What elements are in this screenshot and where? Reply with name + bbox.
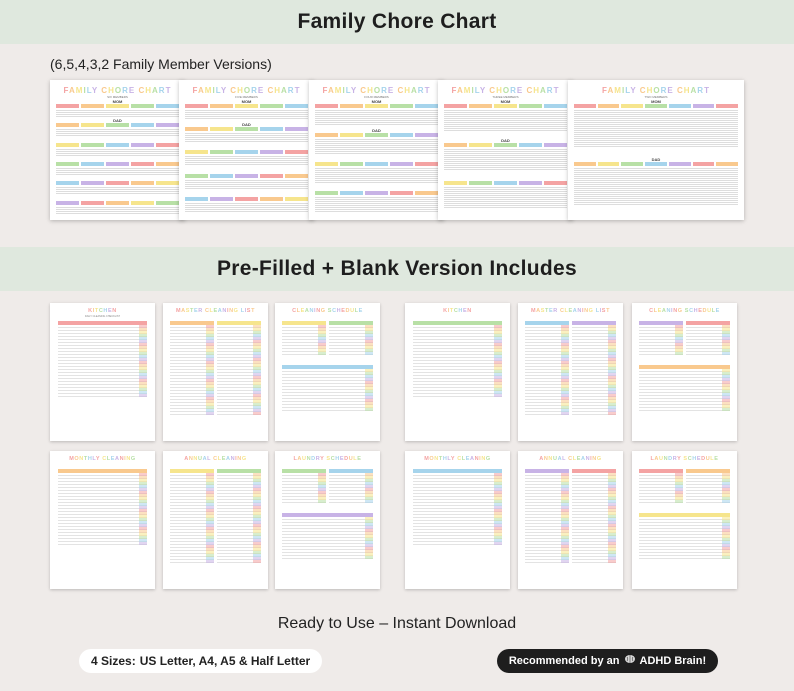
day-header xyxy=(621,104,643,108)
chore-row xyxy=(185,210,308,212)
sheet-section xyxy=(572,469,616,579)
day-header xyxy=(185,150,208,154)
day-header xyxy=(574,162,596,166)
member-grid xyxy=(315,162,438,188)
checkbox-strip xyxy=(722,500,730,503)
day-header xyxy=(185,174,208,178)
member-grid xyxy=(315,128,438,159)
sizes-count: 4 Sizes: xyxy=(91,654,136,668)
checkbox-strip xyxy=(561,412,569,415)
section-line xyxy=(170,412,214,415)
section-line xyxy=(525,412,569,415)
section-line xyxy=(686,352,730,355)
day-header xyxy=(365,104,388,108)
day-header xyxy=(340,162,363,166)
tagline: Ready to Use – Instant Download xyxy=(277,615,517,632)
day-header xyxy=(415,104,438,108)
day-header xyxy=(315,162,338,166)
included-sheet xyxy=(163,451,268,589)
day-header xyxy=(519,143,542,147)
day-header xyxy=(598,104,620,108)
day-header xyxy=(185,104,208,108)
checkbox-strip xyxy=(365,556,373,559)
sheet-section xyxy=(639,513,730,568)
sheet-section xyxy=(217,321,261,431)
day-header xyxy=(494,181,517,185)
member-grid xyxy=(56,143,179,159)
sheet-title: CLEANING SCHEDULE xyxy=(649,308,720,314)
day-header xyxy=(56,181,79,185)
section-line xyxy=(217,412,261,415)
section-line xyxy=(329,352,373,355)
day-header xyxy=(574,104,596,108)
section-line xyxy=(639,500,683,503)
member-grid xyxy=(56,181,179,197)
section-line xyxy=(170,560,214,563)
badge-prefix: Recommended by an xyxy=(508,655,620,667)
member-grid xyxy=(56,201,179,217)
chart-page-title: FAMILY CHORE CHART xyxy=(63,86,172,95)
day-header xyxy=(415,191,438,195)
sheet-title: MASTER CLEANING LIST xyxy=(530,308,611,314)
checkbox-strip xyxy=(494,542,502,545)
adhd-badge xyxy=(497,649,718,673)
chore-row xyxy=(574,203,738,205)
day-header xyxy=(494,143,517,147)
day-header xyxy=(210,174,233,178)
day-header xyxy=(156,162,179,166)
day-header xyxy=(645,104,667,108)
chart-page-title: FAMILY CHORE CHART xyxy=(451,86,560,95)
sheet-section xyxy=(686,469,730,509)
sheet-title: ANNUAL CLEANING xyxy=(539,456,602,462)
day-header xyxy=(365,162,388,166)
chore-chart-page xyxy=(568,80,744,220)
brain-icon xyxy=(624,654,636,668)
included-sheet xyxy=(275,451,380,589)
chart-page-subtitle: FIVE MEMBERS xyxy=(235,95,258,99)
included-sheet xyxy=(518,303,623,441)
chore-row xyxy=(315,123,438,125)
member-name: DAD xyxy=(113,118,122,124)
day-header xyxy=(81,201,104,205)
day-header xyxy=(106,162,129,166)
checkbox-strip xyxy=(608,412,616,415)
sheet-section xyxy=(639,321,683,361)
day-header xyxy=(340,104,363,108)
day-header xyxy=(185,127,208,131)
sheet-section xyxy=(525,321,569,431)
day-header xyxy=(81,123,104,127)
section-line xyxy=(282,556,373,559)
included-sheet xyxy=(275,303,380,441)
day-header xyxy=(235,174,258,178)
chore-chart-page xyxy=(179,80,314,220)
day-header xyxy=(131,123,154,127)
sheet-section xyxy=(58,321,147,411)
day-header xyxy=(390,133,413,137)
day-header xyxy=(81,181,104,185)
day-header xyxy=(285,150,308,154)
day-header xyxy=(469,181,492,185)
chore-row xyxy=(56,134,179,136)
member-grid xyxy=(185,122,308,147)
sizes-list: US Letter, A4, A5 & Half Letter xyxy=(139,654,311,668)
day-header xyxy=(210,104,233,108)
day-header xyxy=(340,133,363,137)
day-header xyxy=(494,104,517,108)
sheet-section xyxy=(170,469,214,579)
checkbox-strip xyxy=(318,500,326,503)
sheet-title: KITCHEN xyxy=(443,308,472,314)
versions-subtitle: (6,5,4,3,2 Family Member Versions) xyxy=(50,56,272,72)
day-header xyxy=(56,123,79,127)
checkbox-strip xyxy=(722,556,730,559)
sheet-title: MASTER CLEANING LIST xyxy=(175,308,256,314)
chore-row xyxy=(444,129,567,131)
day-header xyxy=(621,162,643,166)
day-header xyxy=(185,197,208,201)
sheet-section xyxy=(282,365,373,420)
sheet-section xyxy=(413,321,502,411)
sheet-title: LAUNDRY SCHEDULE xyxy=(293,456,362,462)
chart-page-subtitle: THREE MEMBERS xyxy=(492,95,519,99)
day-header xyxy=(106,181,129,185)
checkbox-strip xyxy=(561,560,569,563)
sheet-section xyxy=(282,321,326,361)
chore-row xyxy=(315,181,438,183)
member-grid xyxy=(185,174,308,194)
checkbox-strip xyxy=(494,394,502,397)
chore-row xyxy=(185,140,308,142)
member-grid xyxy=(444,99,567,140)
included-sheet xyxy=(163,303,268,441)
day-header xyxy=(365,133,388,137)
badge-suffix: ADHD Brain! xyxy=(639,655,707,667)
chore-row xyxy=(185,163,308,165)
section-line xyxy=(58,542,147,545)
includes-band xyxy=(0,247,794,291)
chart-page-subtitle: TWO MEMBERS xyxy=(644,95,668,99)
day-header xyxy=(131,181,154,185)
chart-page-subtitle: FOUR MEMBERS xyxy=(364,95,389,99)
sheet-section xyxy=(217,469,261,579)
day-header xyxy=(131,162,154,166)
member-name: DAD xyxy=(372,128,381,133)
member-grid xyxy=(56,118,179,139)
day-header xyxy=(340,191,363,195)
member-grid xyxy=(444,181,567,217)
member-grid xyxy=(574,157,738,217)
day-header xyxy=(156,143,179,147)
day-header xyxy=(131,104,154,108)
checkbox-strip xyxy=(365,408,373,411)
day-header xyxy=(210,127,233,131)
day-header xyxy=(444,143,467,147)
day-header xyxy=(544,143,567,147)
day-header xyxy=(260,197,283,201)
checkbox-strip xyxy=(675,352,683,355)
day-header xyxy=(669,104,691,108)
sheet-section xyxy=(639,469,683,509)
member-name: DAD xyxy=(242,122,251,128)
sheet-section xyxy=(58,469,147,559)
chore-row xyxy=(56,154,179,156)
chore-chart-page xyxy=(438,80,573,220)
day-header xyxy=(645,162,667,166)
checkbox-strip xyxy=(318,352,326,355)
section-line xyxy=(282,408,373,411)
section-line xyxy=(282,352,326,355)
checkbox-strip xyxy=(206,412,214,415)
day-header xyxy=(519,181,542,185)
day-header xyxy=(469,143,492,147)
day-header xyxy=(544,181,567,185)
day-header xyxy=(285,127,308,131)
member-grid xyxy=(56,162,179,178)
chore-row xyxy=(56,212,179,214)
day-header xyxy=(235,127,258,131)
checkbox-strip xyxy=(608,560,616,563)
section-line xyxy=(686,500,730,503)
day-header xyxy=(544,104,567,108)
day-header xyxy=(210,197,233,201)
day-header xyxy=(390,162,413,166)
checkbox-strip xyxy=(675,500,683,503)
day-header xyxy=(235,197,258,201)
day-header xyxy=(156,123,179,127)
checkbox-strip xyxy=(253,412,261,415)
member-grid xyxy=(185,197,308,217)
day-header xyxy=(106,123,129,127)
section-line xyxy=(639,556,730,559)
checkbox-strip xyxy=(139,394,147,397)
sizes-badge xyxy=(79,649,322,673)
section-line xyxy=(572,560,616,563)
includes-title: Pre-Filled + Blank Version Includes xyxy=(216,257,578,280)
day-header xyxy=(285,104,308,108)
day-header xyxy=(444,181,467,185)
chore-row xyxy=(315,210,438,212)
day-header xyxy=(81,143,104,147)
day-header xyxy=(131,201,154,205)
sheet-section xyxy=(686,321,730,361)
checkbox-strip xyxy=(365,352,373,355)
member-grid xyxy=(315,191,438,217)
sheet-section xyxy=(572,321,616,431)
checkbox-strip xyxy=(253,560,261,563)
member-grid xyxy=(444,137,567,179)
chore-chart-page xyxy=(309,80,444,220)
checkbox-strip xyxy=(206,560,214,563)
day-header xyxy=(106,201,129,205)
included-sheet xyxy=(405,303,510,441)
checkbox-strip xyxy=(139,542,147,545)
sheet-section xyxy=(525,469,569,579)
day-header xyxy=(81,104,104,108)
sheet-title: CLEANING SCHEDULE xyxy=(292,308,363,314)
day-header xyxy=(56,162,79,166)
sheet-section xyxy=(282,513,373,568)
chore-row xyxy=(444,206,567,208)
checkbox-strip xyxy=(722,352,730,355)
day-header xyxy=(315,191,338,195)
day-header xyxy=(519,104,542,108)
checkbox-strip xyxy=(365,500,373,503)
member-name: MOM xyxy=(241,99,252,104)
member-name: MOM xyxy=(500,99,511,104)
day-header xyxy=(669,162,691,166)
chart-page-subtitle: SIX MEMBERS xyxy=(107,95,128,99)
sheet-section xyxy=(282,469,326,509)
chore-row xyxy=(315,152,438,154)
sheet-title: LAUNDRY SCHEDULE xyxy=(650,456,719,462)
member-name: DAD xyxy=(501,137,510,143)
included-sheet xyxy=(50,451,155,589)
chore-row xyxy=(56,115,179,117)
day-header xyxy=(106,143,129,147)
sheet-title: MONTHLY CLEANING xyxy=(69,456,136,462)
day-header xyxy=(598,162,620,166)
day-header xyxy=(131,143,154,147)
section-line xyxy=(639,352,683,355)
sheet-section xyxy=(329,321,373,361)
member-name: DAD xyxy=(651,157,661,162)
day-header xyxy=(156,181,179,185)
sheet-subtitle: DAILY CLEANING CHECKLIST xyxy=(84,315,121,318)
day-header xyxy=(156,104,179,108)
included-sheet xyxy=(632,303,737,441)
included-sheets-grid xyxy=(50,303,744,593)
section-line xyxy=(525,560,569,563)
member-grid xyxy=(574,99,738,159)
sheet-section xyxy=(413,469,502,559)
sheet-section xyxy=(329,469,373,509)
day-header xyxy=(285,174,308,178)
sheet-title: ANNUAL CLEANING xyxy=(184,456,247,462)
included-sheet xyxy=(50,303,155,441)
section-line xyxy=(572,412,616,415)
day-header xyxy=(56,201,79,205)
day-header xyxy=(260,150,283,154)
checkbox-strip xyxy=(722,408,730,411)
chart-page-title: FAMILY CHORE CHART xyxy=(602,86,710,95)
sheet-title: MONTHLY CLEANING xyxy=(424,456,491,462)
day-header xyxy=(260,127,283,131)
day-header xyxy=(693,162,715,166)
included-sheet xyxy=(518,451,623,589)
day-header xyxy=(415,162,438,166)
section-line xyxy=(329,500,373,503)
day-header xyxy=(235,104,258,108)
day-header xyxy=(260,104,283,108)
day-header xyxy=(56,104,79,108)
chore-chart-page xyxy=(50,80,185,220)
day-header xyxy=(390,191,413,195)
page-title: Family Chore Chart xyxy=(297,10,497,33)
member-name: MOM xyxy=(651,99,661,104)
day-header xyxy=(260,174,283,178)
day-header xyxy=(365,191,388,195)
day-header xyxy=(390,104,413,108)
day-header xyxy=(444,104,467,108)
day-header xyxy=(81,162,104,166)
chore-row xyxy=(185,187,308,189)
day-header xyxy=(693,104,715,108)
chore-row xyxy=(574,145,738,147)
included-sheet xyxy=(405,451,510,589)
day-header xyxy=(210,150,233,154)
chore-row xyxy=(56,192,179,194)
section-line xyxy=(217,560,261,563)
section-line xyxy=(413,542,502,545)
day-header xyxy=(315,133,338,137)
member-name: MOM xyxy=(112,99,123,104)
day-header xyxy=(716,104,738,108)
member-grid xyxy=(185,150,308,170)
member-grid xyxy=(185,99,308,124)
day-header xyxy=(235,150,258,154)
section-line xyxy=(58,394,147,397)
section-line xyxy=(639,408,730,411)
chore-chart-previews xyxy=(50,80,744,220)
section-line xyxy=(413,394,502,397)
member-grid xyxy=(315,99,438,130)
sheet-title: KITCHEN xyxy=(88,308,117,314)
chore-row xyxy=(444,168,567,170)
included-sheet xyxy=(632,451,737,589)
day-header xyxy=(56,143,79,147)
day-header xyxy=(716,162,738,166)
chart-page-title: FAMILY CHORE CHART xyxy=(322,86,431,95)
day-header xyxy=(469,104,492,108)
sheet-section xyxy=(170,321,214,431)
chore-row xyxy=(56,173,179,175)
day-header xyxy=(156,201,179,205)
sheet-section xyxy=(639,365,730,420)
section-line xyxy=(282,500,326,503)
header-band xyxy=(0,0,794,44)
day-header xyxy=(106,104,129,108)
day-header xyxy=(415,133,438,137)
day-header xyxy=(315,104,338,108)
day-header xyxy=(285,197,308,201)
chore-row xyxy=(185,117,308,119)
member-name: MOM xyxy=(371,99,382,104)
chart-page-title: FAMILY CHORE CHART xyxy=(192,86,301,95)
